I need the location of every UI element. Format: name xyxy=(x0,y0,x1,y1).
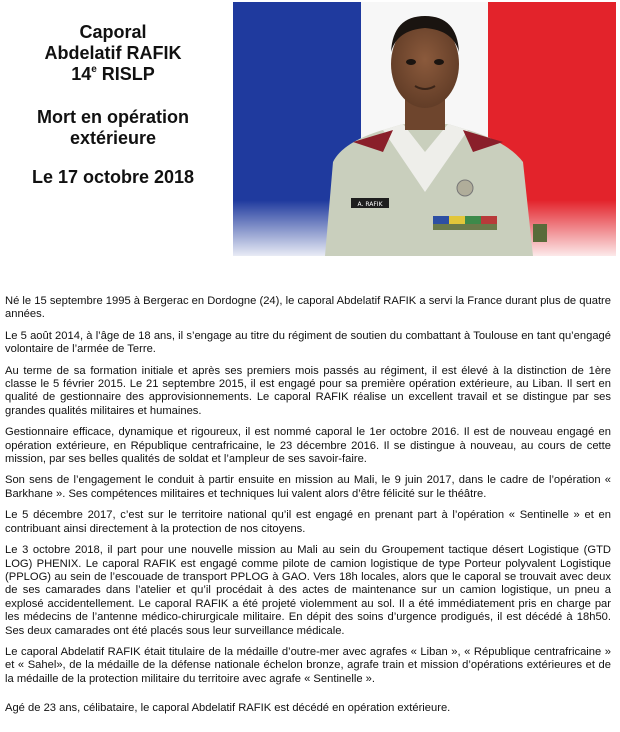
bio-paragraph-birth: Né le 15 septembre 1995 à Bergerac en Dordogne (24), le caporal Abdelatif RAFIK a servi la France durant plus de quatre années. xyxy=(5,295,611,321)
bio-paragraph-barkhane: Son sens de l’engagement le conduit à partir ensuite en mission au Mali, le 9 juin 2017, dans le cadre de l’opération « Barkhane ». Ses compétences militaires et techniques lui valent alors d’être félicité sur le théâtre. xyxy=(5,474,611,500)
bio-paragraph-promotion: Gestionnaire efficace, dynamique et rigoureux, il est nommé caporal le 1er octobre 2016. Il est de nouveau engagé en opération extérieure, en République centrafricaine, le 23 décembre 2016. Il se distingue à nouveau, au cours de cette mission, par ses belles qualités de soldat et l’ampleur de ses savoir-faire. xyxy=(5,426,611,466)
ribbon-bar-2 xyxy=(449,216,465,224)
ribbon-bar-4 xyxy=(481,216,497,224)
bio-paragraph-sentinelle: Le 5 décembre 2017, c’est sur le territoire national qu’il est engagé en prenant part à l’opération « Sentinelle » et en contribuant ainsi directement à la protection de nos citoyens. xyxy=(5,509,611,535)
rank: Caporal xyxy=(79,22,147,42)
rank-insignia xyxy=(533,224,547,242)
bio-paragraph-mali: Le 3 octobre 2018, il part pour une nouvelle mission au Mali au sein du Groupement tactique désert Logistique (GTD LOG) PHENIX. Le caporal RAFIK est engagé comme pilote de camion logistique de type Porteur polyvalent Logistique (PPLOG) au sein de l’escouade de transport PPLOG à GAO. Vers 18h locales, alors que le caporal se trouvait avec deux de ses camarades dans l’atelier et qu’il procédait à des actes de maintenance sur un camion logistique, un pneu a explosé accidentellement. Le caporal RAFIK a été projeté violemment au sol. Il a été immédiatement pris en charge par les médecins de l’antenne médico-chirurgicale militaire. En dépit des soins d’urgence prodigués, il est décédé à 18h50. Ses deux camarades ont été placés sous leur surveillance médicale. xyxy=(5,544,611,637)
unit-suffix: e xyxy=(91,64,97,75)
biography xyxy=(5,295,611,724)
bio-paragraph-medals: Le caporal Abdelatif RAFIK était titulaire de la médaille d’outre-mer avec agrafes « Liban », « République centrafricaine » et « Sahel», de la médaille de la défense nationale échelon bronze, agrafe train et mission d’opérations extérieures et de la médaille de la protection militaire du territoire avec agrafe « Sentinelle ». xyxy=(5,645,611,685)
unit-number: 14 xyxy=(71,64,92,84)
portrait-photo xyxy=(233,2,616,256)
soldier-name: Abdelatif RAFIK xyxy=(44,43,182,63)
ribbon-bar-3 xyxy=(465,216,481,224)
unit xyxy=(6,64,220,85)
bio-closing: Agé de 23 ans, célibataire, le caporal Abdelatif RAFIK est décédé en opération extérieure. xyxy=(5,702,451,715)
bio-paragraph-first-opex: Au terme de sa formation initiale et après ses premiers mois passés au régiment, il est élevé à la distinction de 1ère classe le 5 février 2015. Le 21 septembre 2015, il est engagé pour sa première opération extérieure, au Liban. Il sert en qualité de gestionnaire des approvisionnements. Le caporal RAFIK réalise un excellent travail et se distingue par ses grandes qualités militaires et humaines. xyxy=(5,364,611,417)
bio-paragraph-enlistment: Le 5 août 2014, à l’âge de 18 ans, il s’engage au titre du régiment de soutien du combattant à Toulouse en tant qu’engagé volontaire de l’armée de Terre. xyxy=(5,329,611,356)
title-block xyxy=(6,22,220,188)
date: Le 17 octobre 2018 xyxy=(31,167,195,187)
unit-name: RISLP xyxy=(101,64,155,84)
header xyxy=(0,0,620,260)
status-line-2: extérieure xyxy=(69,128,157,148)
ribbon-bar-1 xyxy=(433,216,449,224)
portrait-svg xyxy=(233,2,616,256)
status-line-1: Mort en opération xyxy=(37,107,189,127)
name-tape-text: A. RAFIK xyxy=(357,201,383,208)
badge xyxy=(457,180,473,196)
